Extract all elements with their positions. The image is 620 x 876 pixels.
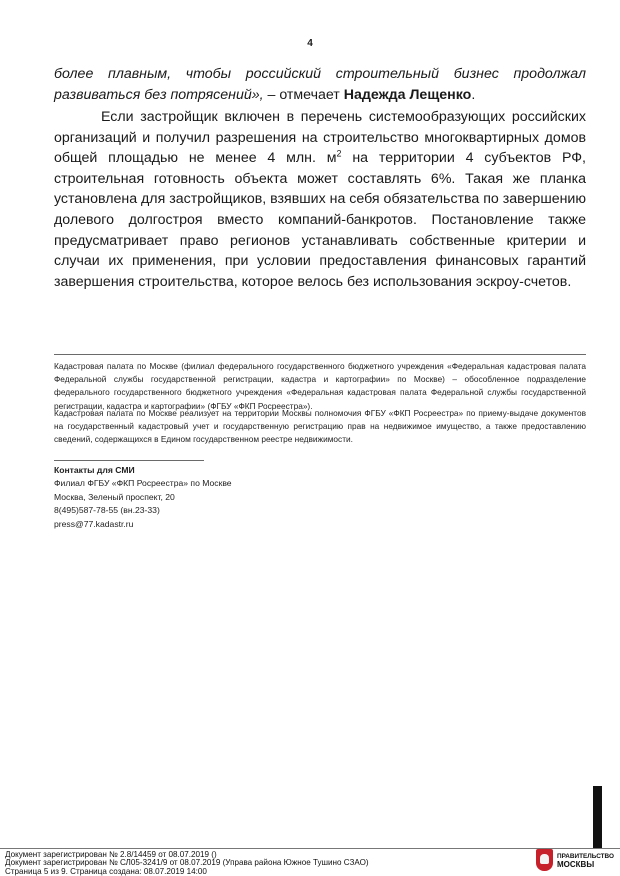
quote-text: более плавным, чтобы российский строительный бизнес продолжал развиваться без потрясений», [54, 66, 586, 103]
moscow-emblem-icon [536, 849, 553, 871]
area-superscript: 2 [336, 148, 342, 159]
quote-paragraph [54, 64, 586, 105]
footnote-functions: Кадастровая палата по Москве реализует на территории Москвы полномочия ФГБУ «ФКП Росреестра» по приему-выдаче документов на государственный кадастровый учет и государственную регистрацию прав на недвижимое имущество, а также предоставлению сведений, содержащихся в Едином государственном реестре недвижимости. [54, 408, 586, 445]
stamp-line-1: Документ зарегистрирован № 2.8/14459 от 08.07.2019 () [5, 850, 217, 859]
footnote-divider [54, 354, 586, 355]
contacts-divider [54, 460, 204, 461]
scan-marker-bar [593, 786, 602, 849]
government-label-line1: ПРАВИТЕЛЬСТВО [557, 853, 614, 860]
government-label-line2: МОСКВЫ [557, 860, 595, 869]
contacts-email: press@77.kadastr.ru [54, 518, 134, 529]
quote-end: . [471, 86, 476, 103]
main-paragraph-part2: на территории 4 субъектов РФ, строительная готовность объекта может составлять 6%. Такая же планка установлена для застройщиков, взявших на себя обязательства по завершению долевого долгостроя вместо компаний-банкротов. Постановление также предусматривает право регионов устанавливать собственные критерии и случаи их применения, при условии предоставления финансовых гарантий завершения строительства, которое велось без использования эскроу-счетов. [54, 150, 587, 290]
stamp-line-2: Документ зарегистрирован № СЛ05-3241/9 от 08.07.2019 (Управа района Южное Тушино СЗАО) [5, 858, 369, 868]
footnote-about: Кадастровая палата по Москве (филиал федерального государственного бюджетного учреждения «Федеральная кадастровая палата Федеральной службы государственной регистрации, кадастра и картографии» по Москве) – обособленное подразделение федерального государственного бюджетного учреждения «Федеральная кадастровая палата Федеральной службы государственной регистрации, кадастра и картографии» (ФГБУ «ФКП Росреестра»). [54, 361, 586, 411]
page-number: 4 [307, 38, 313, 49]
speaker-name: Надежда Лещенко [343, 86, 472, 103]
main-paragraph [54, 107, 586, 292]
moscow-government-mark [536, 848, 620, 876]
government-label [557, 853, 614, 869]
contacts-phone: 8(495)587-78-55 (вн.23-33) [54, 505, 160, 516]
contacts-address: Москва, Зеленый проспект, 20 [54, 491, 175, 502]
attribution-text: – отмечает [263, 86, 344, 103]
main-paragraph-part1: Если застройщик включен в перечень системообразующих российских организаций и получил разрешения на строительство многоквартирных домов общей площадью не менее 4 млн. м [54, 109, 586, 167]
stamp-line-3: Страница 5 из 9. Страница создана: 08.07.2019 14:00 [5, 866, 207, 876]
contacts-title: Контакты для СМИ [54, 465, 135, 475]
contacts-block [54, 464, 232, 531]
registration-stamp [5, 851, 369, 876]
contacts-org: Филиал ФГБУ «ФКП Росреестра» по Москве [54, 478, 232, 489]
stamp-divider [0, 848, 620, 849]
